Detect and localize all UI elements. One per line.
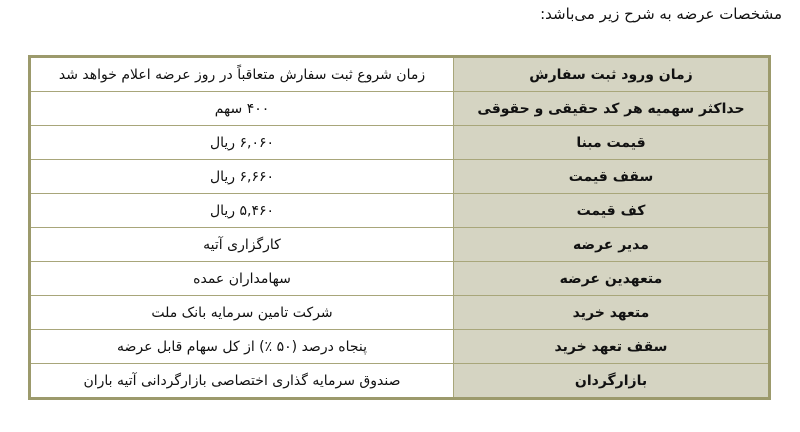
intro-text: مشخصات عرضه به شرح زیر می‌باشد: [540,5,782,23]
row-label: متعهدین عرضه [454,262,770,296]
row-label: متعهد خرید [454,296,770,330]
table-row [30,160,770,194]
table-row [30,330,770,364]
row-value: سهامداران عمده [30,262,454,296]
row-value: کارگزاری آتیه [30,228,454,262]
row-value: شرکت تامین سرمایه بانک ملت [30,296,454,330]
offering-specs-table [28,55,771,400]
table-row [30,92,770,126]
row-value: پنجاه درصد (۵۰ ٪) از کل سهام قابل عرضه [30,330,454,364]
row-label: قیمت مبنا [454,126,770,160]
row-label: حداکثر سهمیه هر کد حقیقی و حقوقی [454,92,770,126]
row-value: ۶,۰۶۰ ریال [30,126,454,160]
row-label: زمان ورود ثبت سفارش [454,57,770,92]
row-value: ۴۰۰ سهم [30,92,454,126]
row-label: سقف قیمت [454,160,770,194]
table-row [30,296,770,330]
row-label: مدیر عرضه [454,228,770,262]
row-value: زمان شروع ثبت سفارش متعاقباً در روز عرضه اعلام خواهد شد [30,57,454,92]
row-label: بازارگردان [454,364,770,399]
table-row [30,262,770,296]
row-value: صندوق سرمایه گذاری اختصاصی بازارگردانی آتیه باران [30,364,454,399]
table-row [30,126,770,160]
row-value: ۶,۶۶۰ ریال [30,160,454,194]
row-label: سقف تعهد خرید [454,330,770,364]
table-row [30,194,770,228]
table-row [30,364,770,399]
table-row [30,57,770,92]
row-label: کف قیمت [454,194,770,228]
table-row [30,228,770,262]
row-value: ۵,۴۶۰ ریال [30,194,454,228]
